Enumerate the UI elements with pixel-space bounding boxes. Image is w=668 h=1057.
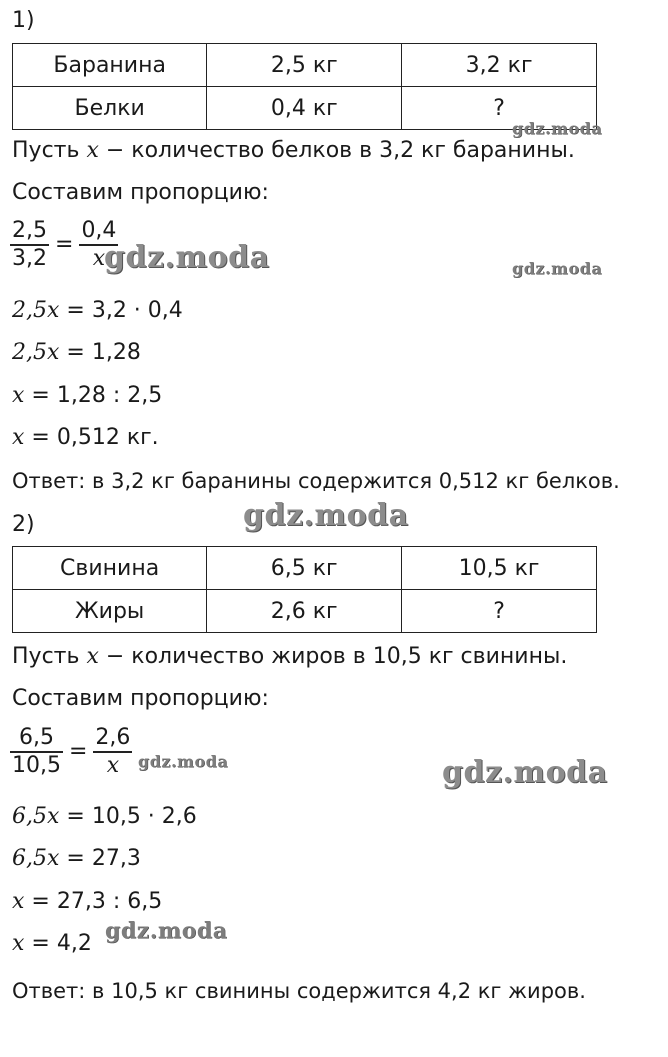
step-rhs: = 27,3: [59, 846, 141, 871]
step-lhs: x: [12, 383, 25, 408]
denominator: 3,2: [12, 245, 47, 271]
step-lhs: 2,5x: [12, 340, 60, 365]
table-cell: ?: [402, 87, 597, 130]
part1-proportion: [10, 218, 118, 272]
fraction-right: [93, 725, 132, 779]
step-lhs: 6,5x: [12, 804, 60, 829]
table-row: [13, 87, 597, 130]
part1-step-2: [12, 340, 141, 366]
table-row: [13, 547, 597, 590]
table-cell: Свинина: [13, 547, 207, 590]
step-rhs: = 1,28: [59, 340, 141, 365]
step-rhs: = 3,2 · 0,4: [59, 298, 183, 323]
watermark-logo: gdz.moda: [243, 498, 409, 533]
denominator: x: [106, 752, 120, 778]
step-rhs: = 1,28 : 2,5: [24, 383, 163, 408]
denominator: 10,5: [12, 752, 61, 778]
watermark-logo: gdz.moda: [512, 259, 603, 278]
step-lhs: x: [12, 931, 25, 956]
part1-let-statement: [12, 138, 575, 164]
table-cell: 2,5 кг: [207, 44, 402, 87]
table-cell: Белки: [13, 87, 207, 130]
part1-step-4: [12, 425, 159, 451]
watermark-logo: gdz.moda: [138, 752, 229, 771]
part2-step-1: [12, 804, 197, 830]
step-rhs: = 0,512 кг.: [24, 425, 159, 450]
part2-step-2: [12, 846, 141, 872]
part2-answer: Ответ: в 10,5 кг свинины содержится 4,2 кг жиров.: [12, 979, 586, 1003]
watermark-logo: gdz.moda: [442, 755, 608, 790]
table-cell: Жиры: [13, 590, 207, 633]
step-rhs: = 10,5 · 2,6: [59, 804, 197, 829]
let-prefix: Пусть: [12, 138, 87, 163]
part2-proportion-label: Составим пропорцию:: [12, 686, 269, 711]
part2-step-4: [12, 931, 92, 957]
table-cell: 0,4 кг: [207, 87, 402, 130]
part1-answer: Ответ: в 3,2 кг баранины содержится 0,512 кг белков.: [12, 469, 620, 493]
watermark-logo: gdz.moda: [105, 918, 228, 944]
equals-sign: =: [68, 739, 88, 765]
part1-step-3: [12, 383, 162, 409]
table-row: [13, 590, 597, 633]
table-cell: Баранина: [13, 44, 207, 87]
step-rhs: = 27,3 : 6,5: [24, 889, 163, 914]
variable: x: [86, 644, 99, 669]
part2-label: 2): [12, 512, 35, 537]
part1-label: 1): [12, 8, 35, 33]
part2-table: [12, 546, 597, 633]
variable: x: [86, 138, 99, 163]
part2-let-statement: [12, 644, 567, 670]
table-cell: 10,5 кг: [402, 547, 597, 590]
let-rest: − количество жиров в 10,5 кг свинины.: [98, 644, 568, 669]
let-rest: − количество белков в 3,2 кг баранины.: [98, 138, 575, 163]
table-row: [13, 44, 597, 87]
part1-table: [12, 43, 597, 130]
fraction-left: [10, 725, 63, 779]
let-prefix: Пусть: [12, 644, 87, 669]
equals-sign: =: [55, 232, 74, 258]
numerator: 6,5: [18, 725, 54, 750]
numerator: 2,6: [95, 725, 131, 750]
step-lhs: x: [12, 889, 25, 914]
table-cell: 6,5 кг: [207, 547, 402, 590]
table-cell: ?: [402, 590, 597, 633]
step-rhs: = 4,2: [24, 931, 92, 956]
step-lhs: 2,5x: [12, 298, 60, 323]
numerator: 2,5: [12, 218, 47, 243]
part2-step-3: [12, 889, 162, 915]
step-lhs: 6,5x: [12, 846, 60, 871]
part1-proportion-label: Составим пропорцию:: [12, 180, 269, 205]
denominator: x: [92, 245, 106, 271]
part2-proportion: [10, 725, 132, 779]
part1-step-1: [12, 298, 183, 324]
numerator: 0,4: [81, 218, 117, 243]
fraction-left: [10, 218, 49, 272]
step-lhs: x: [12, 425, 25, 450]
table-cell: 2,6 кг: [207, 590, 402, 633]
watermark-logo: gdz.moda: [104, 240, 270, 275]
table-cell: 3,2 кг: [402, 44, 597, 87]
watermark-logo: gdz.moda: [512, 119, 603, 138]
